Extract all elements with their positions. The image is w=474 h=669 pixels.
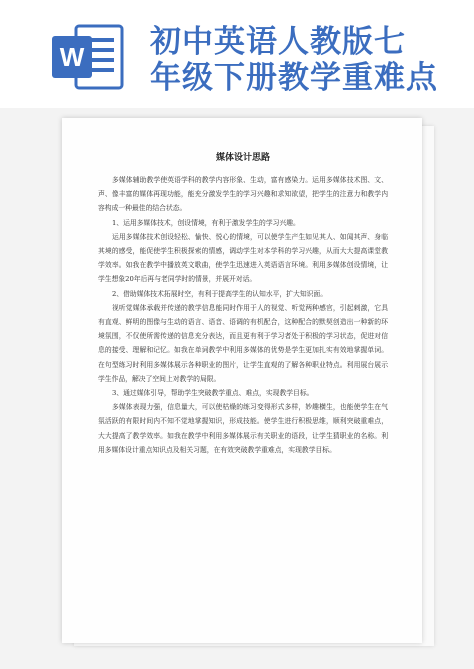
paragraph-heading-3: 3、通过媒体引导，帮助学生突破教学重点、难点，实现教学目标。 — [112, 389, 314, 398]
logo-letter: W — [59, 42, 85, 72]
paragraph-intro: 多媒体辅助教学使英语学科的教学内容形象、生动，富有感染力。运用多媒体技术图、文、声、像丰富的媒体再现功能，能充分激发学生的学习兴趣和求知欲望，把学生的注意力和教学内容构成一种最佳的结合状态。 — [98, 176, 388, 213]
page-title-line-2: 年级下册教学重难点 — [150, 60, 438, 96]
page-title-line-1: 初中英语人教版七 — [150, 24, 406, 60]
word-doc-icon — [50, 22, 124, 92]
document-content — [98, 150, 388, 457]
paragraph-body-2: 视听觉媒体承载并传递的教学信息能同时作用于人的视觉、听觉两种感官，引起刺激，它具有直观、鲜明的图像与生动的语言、语音、语调的有机配合，这种配合的默契创造出一种新的环境氛围，不仅使所需传递的信息充分表达，而且更有利于学习者处于积极的学习状态，促进对信息的接受、理解和记忆。如我在单词教学中利用多媒体的优势是学生更加扎实有效地掌握单词。在句型练习时利用多媒体展示各种职业的图片，让学生直观的了解各种职业特点。利用展台展示学生作品，解决了空间上对教学的局限。 — [98, 303, 388, 383]
paragraph-heading-2: 2、借助媒体技术拓展时空，有利于提高学生的认知水平，扩大知识面。 — [112, 289, 328, 298]
header-banner — [0, 0, 474, 108]
paragraph-heading-1: 1、运用多媒体技术，创设情境，有利于激发学生的学习兴趣。 — [112, 218, 300, 227]
document-title: 媒体设计思路 — [215, 153, 270, 163]
paragraph-body-3: 多媒体表现力强，信息量大，可以使枯燥的练习变得形式多样，妙趣横生，也能使学生在气氛活跃的有限时间内不知不觉地掌握知识，形成技能。使学生进行积极思维，顺利突破重难点，大大提高了教学效率。如我在教学中利用多媒体展示有关职业的语段，让学生猜职业的名称。利用多媒体设计重点知识点及相关习题，在有效突破教学重难点，实现教学目标。 — [98, 403, 388, 454]
paragraph-body-1: 运用多媒体技术创设轻松、愉快、悦心的情境，可以使学生产生如见其人、如闻其声、身临其境的感受，能促使学生积极探索的情感，调动学生对本学科的学习兴趣，从而大大提高课堂教学效率。如我在教学中播放英文歌曲，使学生迅速进入英语语言环境。利用多媒体创设情境，让学生想象20年后再与老同学时的情景，并展开对话。 — [98, 232, 388, 284]
